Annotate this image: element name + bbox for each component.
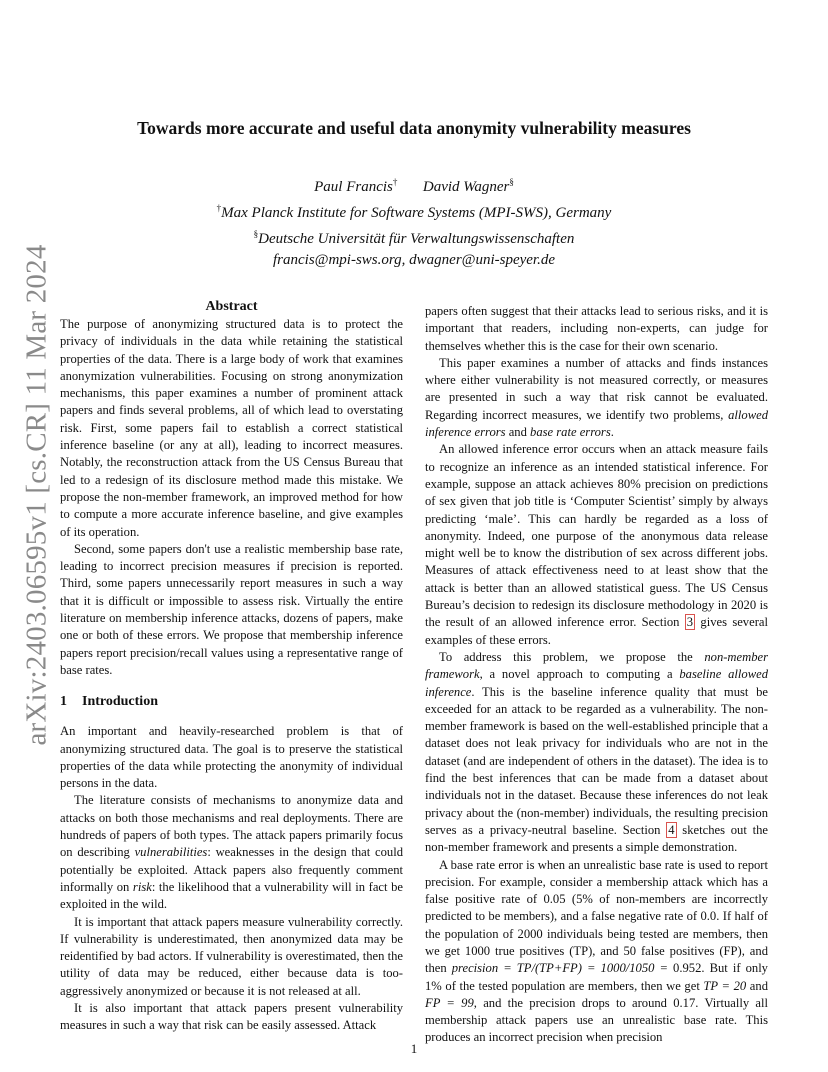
author-names: [60, 172, 768, 198]
page-number: 1: [410, 1041, 418, 1056]
section-number: 1: [60, 694, 67, 710]
body-paragraph: An allowed inference error occurs when an attack measure fails to recognize an inference as an intended statistical inference. For example, suppose an attack achieves 80% precision on predictions of sex given that job title is ‘Computer Scientist’ simply by always predicting ‘male’. This can hardly be regarded as a loss of anonymity. Indeed, one purpose of the anonymous data release might well be to know the distribution of sex across different jobs. Measures of attack effectiveness need to at least show that the attack is better than an allowed statistical guess. The US Census Bureau’s decision to redesign its disclosure methodology in 2020 is the result of an allowed inference error. Section 3 gives several examples of these errors.: [425, 442, 768, 647]
left-column: [60, 298, 403, 1035]
author-mark: †: [392, 177, 398, 187]
paper-title: Towards more accurate and useful data anonymity vulnerability measures: [137, 118, 691, 138]
author-block: [60, 172, 768, 271]
math-expression: FP = 99: [425, 995, 474, 1010]
math-expression: TP = 20: [703, 978, 747, 993]
author-name: David Wagner: [422, 179, 510, 195]
body-paragraph: A base rate error is when an unrealistic base rate is used to report precision. For example, consider a membership attack which has a false positive rate of 0.05 (5% of non-members are incorrectly predicted to be members), and a false negative rate of 0.0. If half of the population of 2000 individuals being tested are members, then we get 1000 true positives (TP), and 50 false positives (FP), and then precision = TP/(TP+FP) = 1000/1050 = 0.952. But if only 1% of the tested population are members, then we get TP = 20 and FP = 99, and the precision drops to around 0.17. Virtually all membership attack papers use an unrealistic base rate. This produces an incorrect precision when precision: [425, 857, 769, 1045]
author-emails: francis@mpi-sws.org, dwagner@uni-speyer.de: [272, 252, 556, 268]
math-expression: precision = TP/(TP+FP) = 1000/1050 =: [451, 961, 668, 976]
section-title: Introduction: [82, 694, 158, 710]
body-paragraph: It is important that attack papers measure vulnerability correctly. If vulnerability is underestimated, then anonymized data may be reidentified by bad actors. If vulnerability is overestimated, then the utility of data may be reduced, either because data is too-aggressively anonymized or because it is not released at all.: [60, 914, 403, 998]
abstract-paragraph: The purpose of anonymizing structured data is to protect the privacy of individuals in the data while retaining the statistical properties of the data. There is a large body of work that examines anonymization vulnerabilities. Focusing on strong anonymization mechanisms, this paper examines a number of prominent attack papers and finds several problems, all of which lead to overstating risk. First, some papers fail to establish a correct statistical inference baseline (or any at all), leading to incorrect measures. Notably, the reconstruction attack from the US Census Bureau that led to a redesign of its disclosure method made this mistake. We propose the non-member framework, an improved method for how to compute a more accurate inference baseline, and give examples of its operation.: [60, 317, 403, 539]
right-column: [425, 303, 768, 1047]
abstract-heading: Abstract: [205, 299, 258, 314]
body-paragraph: It is also important that attack papers present vulnerability measures in such a way that risk can be easily assessed. Attack: [60, 1000, 403, 1033]
section-heading: [60, 693, 403, 711]
body-paragraph: This paper examines a number of attacks and finds instances where either vulnerability is not measured correctly, or measures are presented in such a way that risk cannot be evaluated. Regarding incorrect measures, we identify two problems, allowed inference errors and base rate errors.: [425, 355, 768, 440]
body-paragraph: An important and heavily-researched problem is that of anonymizing structured data. The goal is to preserve the statistical properties of the data while protecting the anonymity of individual persons in the data.: [60, 724, 403, 791]
arxiv-stamp: [10, 244, 64, 746]
section-link[interactable]: 3: [686, 615, 694, 630]
affiliation: †Max Planck Institute for Software Systems (MPI-SWS), Germany: [216, 203, 612, 221]
body-paragraph: The literature consists of mechanisms to anonymize data and attacks on both those mechanisms and real deployments. There are hundreds of papers of both types. The attack papers primarily focus on describing vulnerabilities: weaknesses in the design that could potentially be exploited. Attack papers also frequently comment informally on risk: the likelihood that a vulnerability will in fact be exploited in the wild.: [60, 793, 403, 912]
abstract-paragraph: Second, some papers don't use a realistic membership base rate, leading to incorrect precision measures if precision is reported. Third, some papers unnecessarily report measures in such a way that it is difficult or impossible to assess risk. Virtually the entire literature on membership inference attacks, dozens of papers, make one or both of these errors. We propose that membership inference papers report precision/recall values using a representative range of base rates.: [60, 541, 403, 677]
affiliation: §Deutsche Universität für Verwaltungswissenschaften: [253, 229, 575, 247]
arxiv-stamp-text: arXiv:2403.06595v1 [cs.CR] 11 Mar 2024: [20, 244, 53, 746]
body-paragraph: To address this problem, we propose the non-member framework, a novel approach to computing a baseline allowed inference. This is the baseline inference quality that must be exceeded for an attack to be regarded as a vulnerability. The non-member framework is based on the well-established principle that a dataset does not leak privacy for individuals who are not in the dataset (and are independent of others in the dataset). The idea is to find the best inferences that can be made from a dataset about individuals not in the dataset. Because these inferences do not leak privacy about the (non-member) individuals, the resulting precision serves as a privacy-neutral baseline. Section 4 sketches out the non-member framework and presents a simple demonstration.: [425, 649, 768, 855]
author-mark: §: [509, 177, 514, 187]
section-link[interactable]: 4: [668, 822, 675, 837]
body-paragraph: papers often suggest that their attacks lead to serious risks, and it is important that readers, including non-experts, can judge for themselves whether this is the case for their own scenario.: [425, 304, 768, 353]
author-name: Paul Francis: [314, 179, 393, 195]
